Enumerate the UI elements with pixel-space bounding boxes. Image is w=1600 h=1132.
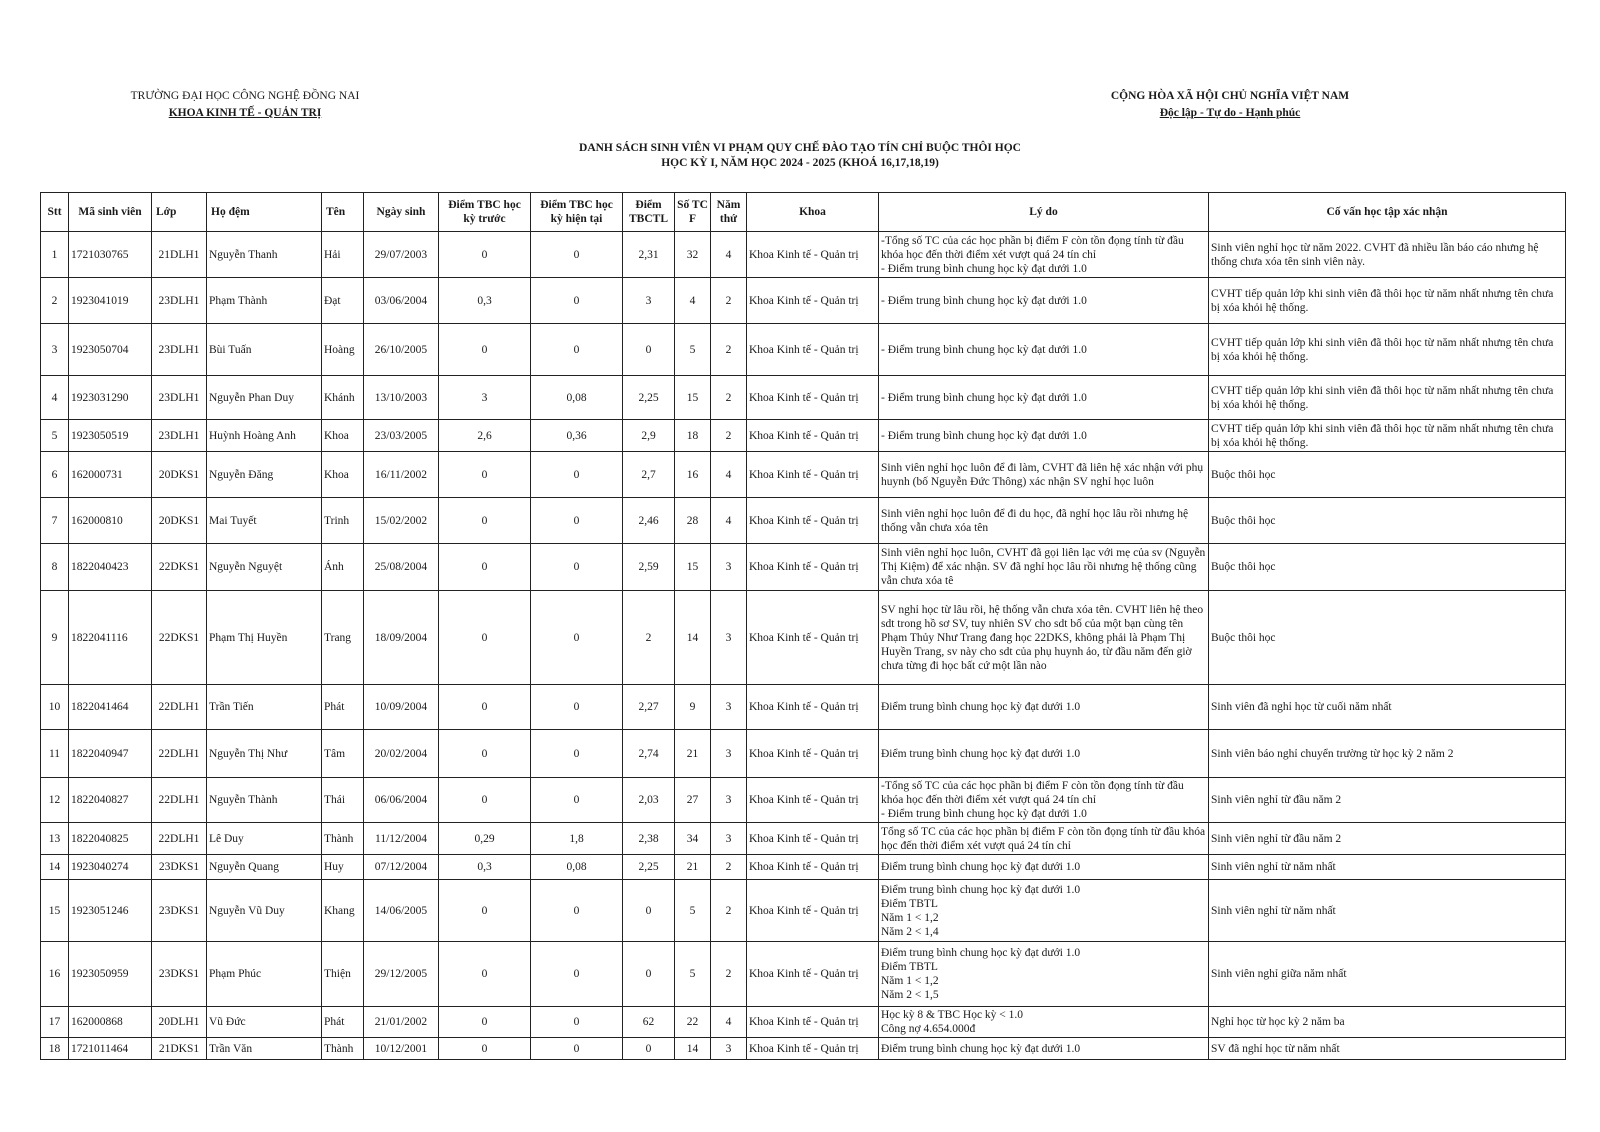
table-row — [41, 452, 1566, 498]
cell-reason: Điểm trung bình chung học kỳ đạt dưới 1.0 — [879, 730, 1209, 778]
cell-stt: 16 — [41, 942, 69, 1007]
cell-student-id: 1923041019 — [69, 278, 152, 324]
cell-reason: - Điểm trung bình chung học kỳ đạt dưới 1.0 — [879, 420, 1209, 452]
cell-stt: 1 — [41, 232, 69, 278]
cell-current-gpa: 0 — [531, 278, 623, 324]
cell-current-gpa: 0 — [531, 942, 623, 1007]
table-row — [41, 420, 1566, 452]
cell-prev-gpa: 0 — [439, 942, 531, 1007]
cell-advisor: Sinh viên nghỉ học từ năm 2022. CVHT đã nhiều lần báo cáo nhưng hệ thống chưa xóa tên sinh viên này. — [1209, 232, 1566, 278]
cell-last-name: Vũ Đức — [207, 1007, 322, 1038]
cell-prev-gpa: 3 — [439, 376, 531, 420]
cell-last-name: Nguyễn Thành — [207, 778, 322, 823]
cell-advisor: Buộc thôi học — [1209, 452, 1566, 498]
cell-year: 3 — [711, 1038, 747, 1060]
cell-class: 22DKS1 — [152, 591, 207, 685]
cell-dob: 07/12/2004 — [364, 855, 439, 880]
cell-cumulative-gpa: 3 — [623, 278, 675, 324]
cell-dob: 21/01/2002 — [364, 1007, 439, 1038]
col-header-class: Lớp — [152, 193, 207, 232]
cell-class: 22DKS1 — [152, 544, 207, 591]
cell-dob: 03/06/2004 — [364, 278, 439, 324]
cell-stt: 10 — [41, 685, 69, 730]
cell-failed-credits: 22 — [675, 1007, 711, 1038]
cell-failed-credits: 4 — [675, 278, 711, 324]
cell-year: 2 — [711, 880, 747, 942]
cell-current-gpa: 0 — [531, 1038, 623, 1060]
cell-dob: 26/10/2005 — [364, 324, 439, 376]
cell-stt: 15 — [41, 880, 69, 942]
cell-cumulative-gpa: 0 — [623, 1038, 675, 1060]
cell-year: 4 — [711, 232, 747, 278]
cell-class: 21DKS1 — [152, 1038, 207, 1060]
cell-failed-credits: 32 — [675, 232, 711, 278]
cell-department: Khoa Kinh tế - Quản trị — [747, 942, 879, 1007]
cell-year: 2 — [711, 420, 747, 452]
cell-year: 3 — [711, 591, 747, 685]
cell-cumulative-gpa: 2,59 — [623, 544, 675, 591]
cell-cumulative-gpa: 2,9 — [623, 420, 675, 452]
cell-class: 23DKS1 — [152, 855, 207, 880]
table-row — [41, 823, 1566, 855]
cell-cumulative-gpa: 2,25 — [623, 855, 675, 880]
cell-year: 3 — [711, 730, 747, 778]
cell-first-name: Thiện — [322, 942, 364, 1007]
cell-dob: 18/09/2004 — [364, 591, 439, 685]
cell-year: 2 — [711, 376, 747, 420]
cell-failed-credits: 15 — [675, 376, 711, 420]
cell-prev-gpa: 0 — [439, 452, 531, 498]
cell-first-name: Trang — [322, 591, 364, 685]
cell-reason: Điểm trung bình chung học kỳ đạt dưới 1.0 Điểm TBTL Năm 1 < 1,2 Năm 2 < 1,5 — [879, 942, 1209, 1007]
cell-failed-credits: 21 — [675, 855, 711, 880]
cell-failed-credits: 14 — [675, 591, 711, 685]
cell-reason: Điểm trung bình chung học kỳ đạt dưới 1.0 — [879, 685, 1209, 730]
table-row — [41, 376, 1566, 420]
cell-advisor: Buộc thôi học — [1209, 498, 1566, 544]
cell-current-gpa: 0,36 — [531, 420, 623, 452]
table-row — [41, 232, 1566, 278]
cell-last-name: Trần Văn — [207, 1038, 322, 1060]
cell-current-gpa: 0,08 — [531, 855, 623, 880]
national-motto: Độc lập - Tự do - Hạnh phúc — [1159, 107, 1301, 119]
cell-stt: 11 — [41, 730, 69, 778]
cell-cumulative-gpa: 2,27 — [623, 685, 675, 730]
cell-advisor: CVHT tiếp quản lớp khi sinh viên đã thôi học từ năm nhất nhưng tên chưa bị xóa khỏi hệ thống. — [1209, 420, 1566, 452]
table-row — [41, 942, 1566, 1007]
col-header-last-name: Họ đệm — [207, 193, 322, 232]
col-header-cumulative-gpa: Điểm TBCTL — [623, 193, 675, 232]
cell-first-name: Hải — [322, 232, 364, 278]
cell-department: Khoa Kinh tế - Quản trị — [747, 730, 879, 778]
cell-failed-credits: 9 — [675, 685, 711, 730]
table-row — [41, 778, 1566, 823]
cell-cumulative-gpa: 2,25 — [623, 376, 675, 420]
cell-department: Khoa Kinh tế - Quản trị — [747, 452, 879, 498]
cell-first-name: Thái — [322, 778, 364, 823]
cell-year: 4 — [711, 452, 747, 498]
cell-first-name: Phát — [322, 685, 364, 730]
cell-last-name: Huỳnh Hoàng Anh — [207, 420, 322, 452]
cell-cumulative-gpa: 2,31 — [623, 232, 675, 278]
cell-stt: 2 — [41, 278, 69, 324]
cell-student-id: 1721011464 — [69, 1038, 152, 1060]
cell-prev-gpa: 0 — [439, 730, 531, 778]
cell-advisor: Sinh viên nghỉ từ đầu năm 2 — [1209, 778, 1566, 823]
cell-last-name: Trần Tiến — [207, 685, 322, 730]
cell-prev-gpa: 0 — [439, 544, 531, 591]
cell-dob: 29/12/2005 — [364, 942, 439, 1007]
cell-class: 23DLH1 — [152, 278, 207, 324]
cell-reason: - Điểm trung bình chung học kỳ đạt dưới 1.0 — [879, 376, 1209, 420]
cell-advisor: CVHT tiếp quản lớp khi sinh viên đã thôi học từ năm nhất nhưng tên chưa bị xóa khỏi hệ thống. — [1209, 376, 1566, 420]
cell-dob: 13/10/2003 — [364, 376, 439, 420]
cell-reason: Điểm trung bình chung học kỳ đạt dưới 1.0 — [879, 1038, 1209, 1060]
cell-cumulative-gpa: 2,7 — [623, 452, 675, 498]
cell-reason: Sinh viên nghỉ học luôn để đi làm, CVHT đã liên hệ xác nhận với phụ huynh (bố Nguyễn Đức Thông) xác nhận SV nghỉ học luôn — [879, 452, 1209, 498]
col-header-stt: Stt — [41, 193, 69, 232]
cell-class: 23DLH1 — [152, 324, 207, 376]
cell-failed-credits: 27 — [675, 778, 711, 823]
cell-department: Khoa Kinh tế - Quản trị — [747, 544, 879, 591]
cell-advisor: Buộc thôi học — [1209, 544, 1566, 591]
table-row — [41, 1007, 1566, 1038]
cell-student-id: 162000810 — [69, 498, 152, 544]
cell-student-id: 162000731 — [69, 452, 152, 498]
document-title — [0, 141, 1600, 171]
cell-student-id: 1822040827 — [69, 778, 152, 823]
cell-current-gpa: 0 — [531, 1007, 623, 1038]
cell-year: 2 — [711, 324, 747, 376]
nation-name: CỘNG HÒA XÃ HỘI CHỦ NGHĨA VIỆT NAM — [1110, 90, 1350, 102]
cell-class: 23DKS1 — [152, 942, 207, 1007]
table-row — [41, 498, 1566, 544]
cell-dob: 29/07/2003 — [364, 232, 439, 278]
cell-failed-credits: 18 — [675, 420, 711, 452]
cell-cumulative-gpa: 0 — [623, 880, 675, 942]
cell-student-id: 1923031290 — [69, 376, 152, 420]
cell-cumulative-gpa: 62 — [623, 1007, 675, 1038]
cell-cumulative-gpa: 0 — [623, 942, 675, 1007]
col-header-failed-credits: Số TC F — [675, 193, 711, 232]
cell-current-gpa: 0 — [531, 452, 623, 498]
table-row — [41, 730, 1566, 778]
cell-prev-gpa: 0 — [439, 324, 531, 376]
cell-cumulative-gpa: 2,38 — [623, 823, 675, 855]
cell-year: 3 — [711, 778, 747, 823]
table-row — [41, 591, 1566, 685]
table-row — [41, 855, 1566, 880]
cell-stt: 3 — [41, 324, 69, 376]
cell-advisor: Sinh viên báo nghỉ chuyển trường từ học kỳ 2 năm 2 — [1209, 730, 1566, 778]
cell-class: 20DLH1 — [152, 1007, 207, 1038]
cell-last-name: Mai Tuyết — [207, 498, 322, 544]
cell-dob: 14/06/2005 — [364, 880, 439, 942]
cell-last-name: Lê Duy — [207, 823, 322, 855]
cell-current-gpa: 0 — [531, 232, 623, 278]
cell-prev-gpa: 0 — [439, 591, 531, 685]
faculty-name: KHOA KINH TẾ - QUẢN TRỊ — [168, 107, 322, 119]
cell-year: 2 — [711, 855, 747, 880]
cell-first-name: Khoa — [322, 452, 364, 498]
cell-stt: 13 — [41, 823, 69, 855]
cell-stt: 7 — [41, 498, 69, 544]
cell-cumulative-gpa: 2,03 — [623, 778, 675, 823]
cell-last-name: Nguyễn Thanh — [207, 232, 322, 278]
cell-department: Khoa Kinh tế - Quản trị — [747, 1038, 879, 1060]
cell-year: 3 — [711, 544, 747, 591]
cell-prev-gpa: 0,29 — [439, 823, 531, 855]
cell-year: 3 — [711, 823, 747, 855]
title-line-1: DANH SÁCH SINH VIÊN VI PHẠM QUY CHẾ ĐÀO TẠO TÍN CHỈ BUỘC THÔI HỌC — [579, 142, 1021, 154]
cell-cumulative-gpa: 0 — [623, 324, 675, 376]
table-row — [41, 880, 1566, 942]
cell-first-name: Đạt — [322, 278, 364, 324]
cell-first-name: Phát — [322, 1007, 364, 1038]
cell-first-name: Huy — [322, 855, 364, 880]
cell-first-name: Khang — [322, 880, 364, 942]
cell-student-id: 162000868 — [69, 1007, 152, 1038]
table-header-row — [41, 193, 1566, 232]
cell-stt: 8 — [41, 544, 69, 591]
cell-prev-gpa: 0 — [439, 880, 531, 942]
cell-class: 22DLH1 — [152, 778, 207, 823]
cell-department: Khoa Kinh tế - Quản trị — [747, 232, 879, 278]
cell-current-gpa: 1,8 — [531, 823, 623, 855]
table-row — [41, 544, 1566, 591]
cell-first-name: Thành — [322, 1038, 364, 1060]
cell-advisor: Buộc thôi học — [1209, 591, 1566, 685]
cell-first-name: Tâm — [322, 730, 364, 778]
cell-current-gpa: 0 — [531, 324, 623, 376]
cell-prev-gpa: 0 — [439, 778, 531, 823]
cell-failed-credits: 5 — [675, 324, 711, 376]
cell-prev-gpa: 0,3 — [439, 278, 531, 324]
cell-prev-gpa: 0 — [439, 1038, 531, 1060]
col-header-student-id: Mã sinh viên — [69, 193, 152, 232]
cell-failed-credits: 5 — [675, 942, 711, 1007]
cell-first-name: Thành — [322, 823, 364, 855]
cell-last-name: Nguyễn Vũ Duy — [207, 880, 322, 942]
cell-department: Khoa Kinh tế - Quản trị — [747, 855, 879, 880]
cell-dob: 06/06/2004 — [364, 778, 439, 823]
cell-last-name: Nguyễn Quang — [207, 855, 322, 880]
cell-current-gpa: 0 — [531, 730, 623, 778]
cell-advisor: CVHT tiếp quản lớp khi sinh viên đã thôi học từ năm nhất nhưng tên chưa bị xóa khỏi hệ thống. — [1209, 324, 1566, 376]
cell-class: 22DLH1 — [152, 685, 207, 730]
cell-year: 2 — [711, 942, 747, 1007]
cell-reason: Sinh viên nghỉ học luôn, CVHT đã gọi liên lạc với mẹ của sv (Nguyễn Thị Kiệm) để xác nhận. SV đã nghỉ học lâu rồi nhưng hệ thống cũng vẫn chưa xóa tê — [879, 544, 1209, 591]
cell-student-id: 1822040423 — [69, 544, 152, 591]
cell-dob: 10/12/2001 — [364, 1038, 439, 1060]
cell-student-id: 1923040274 — [69, 855, 152, 880]
cell-last-name: Nguyễn Thị Như — [207, 730, 322, 778]
cell-student-id: 1923050519 — [69, 420, 152, 452]
cell-reason: - Điểm trung bình chung học kỳ đạt dưới 1.0 — [879, 324, 1209, 376]
col-header-prev-gpa: Điểm TBC học kỳ trước — [439, 193, 531, 232]
cell-department: Khoa Kinh tế - Quản trị — [747, 778, 879, 823]
cell-year: 4 — [711, 498, 747, 544]
col-header-reason: Lý do — [879, 193, 1209, 232]
cell-prev-gpa: 0 — [439, 232, 531, 278]
col-header-department: Khoa — [747, 193, 879, 232]
cell-student-id: 1923051246 — [69, 880, 152, 942]
cell-last-name: Phạm Thành — [207, 278, 322, 324]
cell-failed-credits: 34 — [675, 823, 711, 855]
cell-advisor: Sinh viên đã nghỉ học từ cuối năm nhất — [1209, 685, 1566, 730]
cell-prev-gpa: 2,6 — [439, 420, 531, 452]
table-row — [41, 685, 1566, 730]
cell-stt: 14 — [41, 855, 69, 880]
cell-class: 23DLH1 — [152, 420, 207, 452]
school-name: TRƯỜNG ĐẠI HỌC CÔNG NGHỆ ĐỒNG NAI — [130, 90, 360, 102]
cell-class: 22DLH1 — [152, 823, 207, 855]
cell-dob: 23/03/2005 — [364, 420, 439, 452]
cell-current-gpa: 0 — [531, 880, 623, 942]
cell-class: 20DKS1 — [152, 452, 207, 498]
cell-class: 23DKS1 — [152, 880, 207, 942]
cell-current-gpa: 0 — [531, 591, 623, 685]
cell-reason: Sinh viên nghỉ học luôn để đi du học, đã nghỉ học lâu rồi nhưng hệ thống vẫn chưa xóa tên — [879, 498, 1209, 544]
cell-student-id: 1721030765 — [69, 232, 152, 278]
cell-failed-credits: 5 — [675, 880, 711, 942]
table-row — [41, 1038, 1566, 1060]
cell-cumulative-gpa: 2,74 — [623, 730, 675, 778]
cell-student-id: 1822040825 — [69, 823, 152, 855]
cell-year: 3 — [711, 685, 747, 730]
cell-last-name: Nguyễn Nguyệt — [207, 544, 322, 591]
cell-department: Khoa Kinh tế - Quản trị — [747, 823, 879, 855]
cell-last-name: Bùi Tuấn — [207, 324, 322, 376]
cell-student-id: 1822041116 — [69, 591, 152, 685]
cell-advisor: Nghỉ học từ học kỳ 2 năm ba — [1209, 1007, 1566, 1038]
cell-prev-gpa: 0 — [439, 685, 531, 730]
cell-dob: 15/02/2002 — [364, 498, 439, 544]
cell-department: Khoa Kinh tế - Quản trị — [747, 685, 879, 730]
cell-reason: Tổng số TC của các học phần bị điểm F còn tồn đọng tính từ đầu khóa học đến thời điểm xét vượt quá 24 tín chỉ — [879, 823, 1209, 855]
cell-reason: Học kỳ 8 & TBC Học kỳ < 1.0 Công nợ 4.654.000đ — [879, 1007, 1209, 1038]
cell-department: Khoa Kinh tế - Quản trị — [747, 591, 879, 685]
table-row — [41, 278, 1566, 324]
cell-advisor: Sinh viên nghỉ giữa năm nhất — [1209, 942, 1566, 1007]
cell-department: Khoa Kinh tế - Quản trị — [747, 498, 879, 544]
cell-department: Khoa Kinh tế - Quản trị — [747, 880, 879, 942]
cell-department: Khoa Kinh tế - Quản trị — [747, 376, 879, 420]
col-header-first-name: Tên — [322, 193, 364, 232]
cell-failed-credits: 16 — [675, 452, 711, 498]
cell-last-name: Nguyễn Phan Duy — [207, 376, 322, 420]
cell-prev-gpa: 0 — [439, 498, 531, 544]
cell-last-name: Phạm Phúc — [207, 942, 322, 1007]
cell-advisor: SV đã nghỉ học từ năm nhất — [1209, 1038, 1566, 1060]
cell-class: 22DLH1 — [152, 730, 207, 778]
cell-advisor: CVHT tiếp quản lớp khi sinh viên đã thôi học từ năm nhất nhưng tên chưa bị xóa khỏi hệ thống. — [1209, 278, 1566, 324]
cell-student-id: 1923050704 — [69, 324, 152, 376]
cell-department: Khoa Kinh tế - Quản trị — [747, 278, 879, 324]
title-line-2: HỌC KỲ I, NĂM HỌC 2024 - 2025 (KHOÁ 16,17,18,19) — [661, 157, 939, 169]
cell-dob: 20/02/2004 — [364, 730, 439, 778]
cell-year: 2 — [711, 278, 747, 324]
cell-cumulative-gpa: 2 — [623, 591, 675, 685]
cell-class: 20DKS1 — [152, 498, 207, 544]
cell-stt: 5 — [41, 420, 69, 452]
cell-failed-credits: 15 — [675, 544, 711, 591]
table-body — [41, 232, 1566, 1060]
col-header-current-gpa: Điểm TBC học kỳ hiện tại — [531, 193, 623, 232]
cell-stt: 17 — [41, 1007, 69, 1038]
cell-department: Khoa Kinh tế - Quản trị — [747, 1007, 879, 1038]
cell-current-gpa: 0 — [531, 778, 623, 823]
cell-dob: 16/11/2002 — [364, 452, 439, 498]
cell-first-name: Khoa — [322, 420, 364, 452]
cell-reason: Điểm trung bình chung học kỳ đạt dưới 1.0 — [879, 855, 1209, 880]
cell-current-gpa: 0 — [531, 685, 623, 730]
cell-year: 4 — [711, 1007, 747, 1038]
cell-reason: -Tổng số TC của các học phần bị điểm F còn tồn đọng tính từ đầu khóa học đến thời điểm xét vượt quá 24 tín chỉ - Điểm trung bình chung học kỳ đạt dưới 1.0 — [879, 778, 1209, 823]
cell-prev-gpa: 0,3 — [439, 855, 531, 880]
table-row — [41, 324, 1566, 376]
cell-last-name: Nguyễn Đăng — [207, 452, 322, 498]
nation-header — [1090, 88, 1370, 122]
cell-department: Khoa Kinh tế - Quản trị — [747, 324, 879, 376]
cell-dob: 10/09/2004 — [364, 685, 439, 730]
cell-advisor: Sinh viên nghỉ từ năm nhất — [1209, 880, 1566, 942]
cell-stt: 12 — [41, 778, 69, 823]
cell-stt: 9 — [41, 591, 69, 685]
cell-student-id: 1822040947 — [69, 730, 152, 778]
school-header — [110, 88, 380, 122]
cell-first-name: Hoàng — [322, 324, 364, 376]
col-header-year: Năm thứ — [711, 193, 747, 232]
cell-dob: 11/12/2004 — [364, 823, 439, 855]
cell-last-name: Phạm Thị Huyền — [207, 591, 322, 685]
cell-reason: SV nghỉ học từ lâu rồi, hệ thống vẫn chưa xóa tên. CVHT liên hệ theo sdt trong hồ sơ SV, tuy nhiên SV cho sdt bố của một bạn cùng tên Phạm Thủy Như Trang đang học 22DKS, không phải là Phạm Thị Huyền Trang, sv này cho sdt của phụ huynh ảo, từ đầu năm đến giờ chưa từng đi học bất cứ một lần nào — [879, 591, 1209, 685]
cell-student-id: 1923050959 — [69, 942, 152, 1007]
cell-current-gpa: 0 — [531, 544, 623, 591]
cell-advisor: Sinh viên nghỉ từ năm nhất — [1209, 855, 1566, 880]
cell-class: 23DLH1 — [152, 376, 207, 420]
cell-current-gpa: 0 — [531, 498, 623, 544]
cell-first-name: Khánh — [322, 376, 364, 420]
cell-department: Khoa Kinh tế - Quản trị — [747, 420, 879, 452]
cell-student-id: 1822041464 — [69, 685, 152, 730]
cell-stt: 4 — [41, 376, 69, 420]
cell-prev-gpa: 0 — [439, 1007, 531, 1038]
cell-advisor: Sinh viên nghỉ từ đầu năm 2 — [1209, 823, 1566, 855]
col-header-dob: Ngày sinh — [364, 193, 439, 232]
cell-class: 21DLH1 — [152, 232, 207, 278]
cell-reason: Điểm trung bình chung học kỳ đạt dưới 1.0 Điểm TBTL Năm 1 < 1,2 Năm 2 < 1,4 — [879, 880, 1209, 942]
cell-failed-credits: 21 — [675, 730, 711, 778]
cell-stt: 18 — [41, 1038, 69, 1060]
col-header-advisor: Cố vấn học tập xác nhận — [1209, 193, 1566, 232]
cell-cumulative-gpa: 2,46 — [623, 498, 675, 544]
cell-stt: 6 — [41, 452, 69, 498]
student-table — [40, 192, 1566, 1060]
cell-current-gpa: 0,08 — [531, 376, 623, 420]
cell-failed-credits: 14 — [675, 1038, 711, 1060]
cell-reason: - Điểm trung bình chung học kỳ đạt dưới 1.0 — [879, 278, 1209, 324]
cell-reason: -Tổng số TC của các học phần bị điểm F còn tồn đọng tính từ đầu khóa học đến thời điểm xét vượt quá 24 tín chỉ - Điểm trung bình chung học kỳ đạt dưới 1.0 — [879, 232, 1209, 278]
cell-first-name: Ánh — [322, 544, 364, 591]
cell-first-name: Trinh — [322, 498, 364, 544]
cell-failed-credits: 28 — [675, 498, 711, 544]
cell-dob: 25/08/2004 — [364, 544, 439, 591]
